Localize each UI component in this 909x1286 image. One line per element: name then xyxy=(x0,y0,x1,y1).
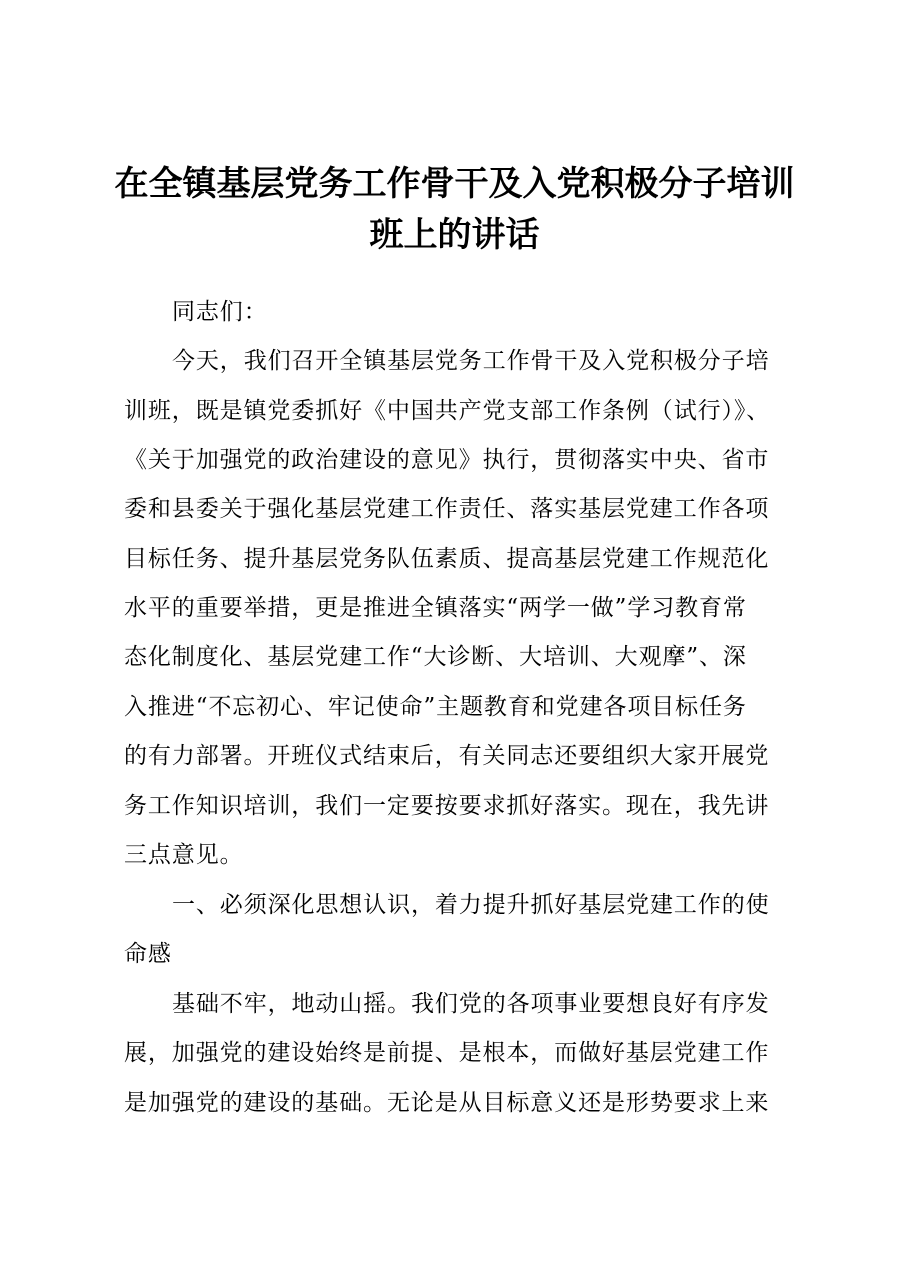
body-line: 基础不牢，地动山摇。我们党的各项事业要想良好有序发 xyxy=(172,991,770,1017)
section-heading: 命感 xyxy=(124,941,172,967)
body-line: 三点意见。 xyxy=(124,842,244,868)
document-title-line-1: 在全镇基层党务工作骨干及入党积极分子培训 xyxy=(114,164,795,204)
body-line: 是加强党的建设的基础。无论是从目标意义还是形势要求上来 xyxy=(124,1090,770,1116)
body-line: 入推进“不忘初心、牢记使命”主题教育和党建各项目标任务 xyxy=(124,694,747,720)
body-line: 水平的重要举措，更是推进全镇落实“两学一做”学习教育常 xyxy=(124,595,747,621)
body-line: 今天，我们召开全镇基层党务工作骨干及入党积极分子培 xyxy=(172,348,770,374)
body-line: 目标任务、提升基层党务队伍素质、提高基层党建工作规范化 xyxy=(124,546,770,572)
body-line: 展，加强党的建设始终是前提、是根本，而做好基层党建工作 xyxy=(124,1040,770,1066)
body-line: 的有力部署。开班仪式结束后，有关同志还要组织大家开展党 xyxy=(124,743,770,769)
body-line: 态化制度化、基层党建工作“大诊断、大培训、大观摩”、深 xyxy=(124,644,747,670)
body-line: 委和县委关于强化基层党建工作责任、落实基层党建工作各项 xyxy=(124,496,770,522)
salutation: 同志们： xyxy=(172,299,268,325)
body-line: 务工作知识培训，我们一定要按要求抓好落实。现在，我先讲 xyxy=(124,793,770,819)
body-line: 《关于加强党的政治建设的意见》执行，贯彻落实中央、省市 xyxy=(124,447,770,473)
section-heading: 一、必须深化思想认识，着力提升抓好基层党建工作的使 xyxy=(172,892,770,918)
body-line: 训班，既是镇党委抓好《中国共产党支部工作条例（试行）》、 xyxy=(124,398,771,424)
document-title-line-2: 班上的讲话 xyxy=(369,215,540,255)
